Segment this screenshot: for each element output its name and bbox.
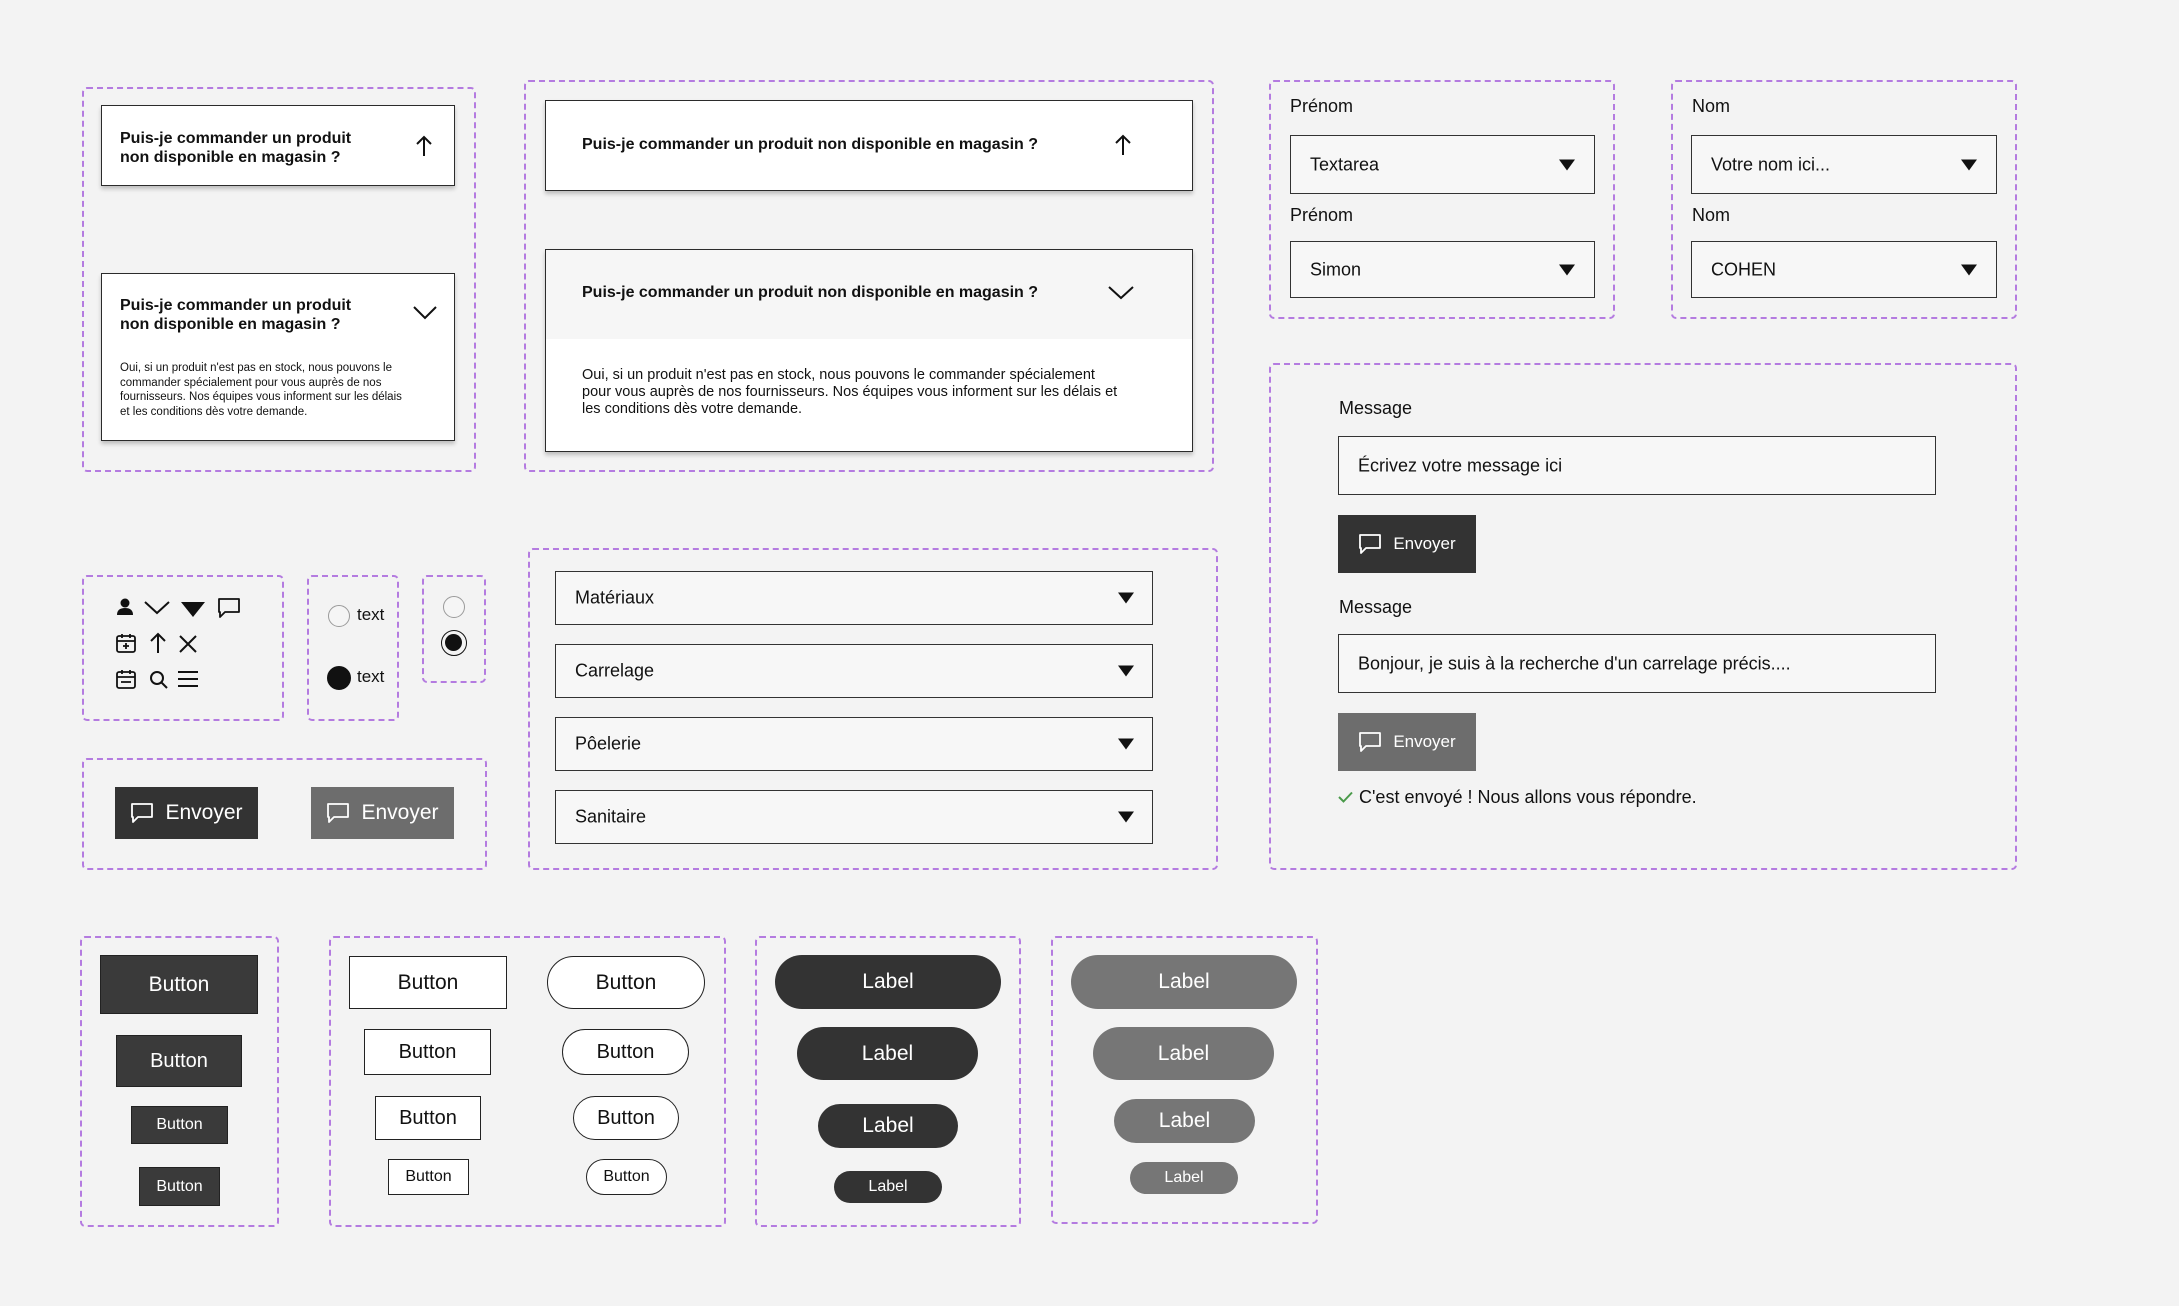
- message-input[interactable]: [1338, 436, 1936, 495]
- radio-label: text: [357, 667, 385, 686]
- chat-icon: [217, 596, 241, 620]
- nom-label: Nom: [1692, 96, 1731, 116]
- nom-select-2[interactable]: [1691, 241, 1997, 298]
- caret-down-icon: [1118, 593, 1134, 604]
- arrow-up-icon[interactable]: [1114, 133, 1132, 157]
- radio-unchecked[interactable]: [443, 596, 465, 618]
- select-value: Simon: [1310, 259, 1362, 279]
- caret-down-icon: [1118, 739, 1134, 750]
- answer-line: et les conditions dès votre demande.: [120, 405, 308, 418]
- prenom-select-1[interactable]: [1290, 135, 1595, 194]
- chat-icon: [1358, 730, 1382, 754]
- caret-down-icon: [1118, 812, 1134, 823]
- select-value: Pôelerie: [575, 733, 642, 754]
- chevron-down-icon: [144, 601, 170, 615]
- user-icon: [115, 597, 135, 617]
- send-button[interactable]: [115, 787, 258, 839]
- accordion-question: [120, 296, 351, 334]
- accordion-small-collapsed[interactable]: [101, 105, 455, 186]
- send-label: Envoyer: [1393, 534, 1456, 553]
- radio-unchecked[interactable]: [328, 605, 350, 627]
- accordion-answer: [120, 361, 402, 419]
- close-icon: [178, 634, 198, 654]
- question-line-2: non disponible en magasin ?: [120, 149, 341, 167]
- message-label: Message: [1339, 597, 1413, 617]
- accordion-large-expanded[interactable]: [545, 249, 1193, 452]
- answer-line: Oui, si un produit n'est pas en stock, nous pouvons le commander spécialement: [582, 367, 1095, 383]
- send-button-disabled[interactable]: [1338, 713, 1476, 771]
- radios-frame: [307, 575, 399, 721]
- button-outline-lg[interactable]: Button: [364, 1029, 491, 1075]
- question-line-1: Puis-je commander un produit: [120, 297, 352, 314]
- send-label: Envoyer: [361, 801, 439, 824]
- category-select[interactable]: [555, 790, 1153, 844]
- pill-grey-md[interactable]: Label: [1114, 1099, 1255, 1143]
- chevron-down-icon[interactable]: [1108, 286, 1134, 300]
- pill-dark-lg[interactable]: Label: [797, 1027, 978, 1080]
- accordion-large-collapsed[interactable]: [545, 100, 1193, 191]
- send-label: Envoyer: [1393, 732, 1456, 751]
- pill-dark-md[interactable]: Label: [818, 1104, 958, 1148]
- radio-checked[interactable]: [441, 630, 467, 656]
- select-value: Carrelage: [575, 660, 655, 681]
- answer-line: fournisseurs. Nos équipes vous informent sur les délais: [120, 391, 402, 403]
- pill-grey-xl[interactable]: Label: [1071, 955, 1297, 1009]
- select-value: Sanitaire: [575, 806, 647, 827]
- button-outline-sm[interactable]: Button: [388, 1159, 469, 1195]
- caret-down-icon: [1559, 264, 1575, 275]
- message-label: Message: [1339, 398, 1413, 418]
- pill-grey-lg[interactable]: Label: [1093, 1027, 1274, 1080]
- message-placeholder: Écrivez votre message ici: [1358, 455, 1563, 475]
- chevron-down-icon[interactable]: [413, 306, 437, 320]
- select-value: Votre nom ici...: [1711, 154, 1831, 174]
- answer-line: pour vous auprès de nos fournisseurs. Nos équipes vous informent sur les délais et: [582, 384, 1118, 400]
- caret-down-icon: [1961, 264, 1977, 275]
- accordion-question: Puis-je commander un produit non disponible en magasin ?: [582, 284, 1039, 301]
- select-value: Matériaux: [575, 587, 655, 608]
- pill-grey-sm[interactable]: Label: [1130, 1162, 1238, 1194]
- caret-down-icon: [181, 602, 205, 617]
- send-button-disabled[interactable]: [311, 787, 454, 839]
- button-outline-round-xl[interactable]: Button: [547, 956, 705, 1009]
- menu-icon: [177, 670, 199, 688]
- answer-line: commander spécialement pour vous auprès de nos: [120, 376, 382, 389]
- button-outline-md[interactable]: Button: [375, 1096, 481, 1140]
- arrow-up-icon[interactable]: [415, 134, 433, 158]
- button-dark-lg[interactable]: Button: [116, 1035, 242, 1087]
- button-outline-round-lg[interactable]: Button: [562, 1029, 689, 1075]
- arrow-up-icon: [149, 631, 167, 655]
- answer-line: Oui, si un produit n'est pas en stock, nous pouvons le: [120, 362, 392, 374]
- radio-dot: [445, 634, 462, 651]
- radio-checked[interactable]: [327, 666, 351, 690]
- button-dark-sm[interactable]: Button: [139, 1167, 220, 1206]
- question-line-2: non disponible en magasin ?: [120, 316, 341, 334]
- accordion-answer: [582, 367, 1117, 418]
- question-line-1: Puis-je commander un produit: [120, 130, 352, 147]
- search-icon: [149, 670, 169, 690]
- caret-down-icon: [1961, 159, 1977, 170]
- prenom-label: Prénom: [1290, 96, 1354, 116]
- answer-line: les conditions dès votre demande.: [582, 401, 803, 417]
- confirmation-text: C'est envoyé ! Nous allons vous répondre.: [1359, 787, 1697, 807]
- category-select[interactable]: [555, 644, 1153, 698]
- send-label: Envoyer: [165, 801, 243, 824]
- radio-label: text: [357, 605, 385, 624]
- nom-label: Nom: [1692, 205, 1731, 225]
- calendar-add-icon: [115, 632, 137, 654]
- category-select[interactable]: [555, 717, 1153, 771]
- button-outline-round-md[interactable]: Button: [573, 1096, 679, 1140]
- nom-select-1[interactable]: [1691, 135, 1997, 194]
- send-button[interactable]: [1338, 515, 1476, 573]
- accordion-question: Puis-je commander un produit non disponible en magasin ?: [582, 136, 1039, 153]
- caret-down-icon: [1559, 159, 1575, 170]
- button-outline-xl[interactable]: Button: [349, 956, 507, 1009]
- prenom-select-2[interactable]: [1290, 241, 1595, 298]
- chat-icon: [130, 801, 154, 825]
- button-dark-md[interactable]: Button: [131, 1106, 228, 1144]
- chat-icon: [1358, 532, 1382, 556]
- button-dark-xl[interactable]: Button: [100, 955, 258, 1014]
- message-input-filled[interactable]: [1338, 634, 1936, 693]
- caret-down-icon: [1118, 666, 1134, 677]
- message-value: Bonjour, je suis à la recherche d'un carrelage précis....: [1358, 653, 1791, 673]
- prenom-label: Prénom: [1290, 205, 1354, 225]
- select-value: Textarea: [1310, 154, 1380, 174]
- pill-dark-xl[interactable]: Label: [775, 955, 1001, 1009]
- pill-dark-sm[interactable]: Label: [834, 1171, 942, 1203]
- select-value: COHEN: [1711, 259, 1777, 279]
- button-outline-round-sm[interactable]: Button: [586, 1159, 667, 1195]
- check-icon: [1338, 791, 1353, 803]
- calendar-icon: [115, 668, 137, 690]
- chat-icon: [326, 801, 350, 825]
- radios-bare-frame: [422, 575, 486, 683]
- accordion-question: [120, 129, 351, 167]
- accordion-small-expanded[interactable]: [101, 273, 455, 441]
- category-select[interactable]: [555, 571, 1153, 625]
